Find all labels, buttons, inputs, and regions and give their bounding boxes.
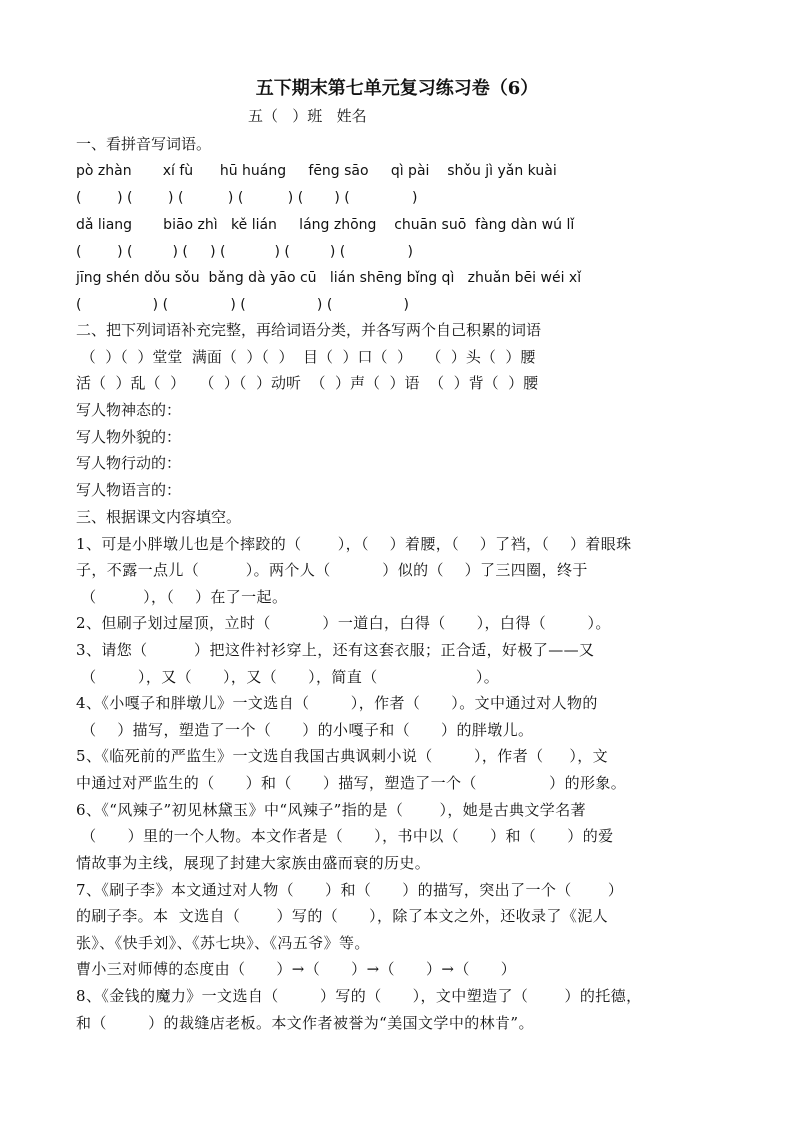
category-action: 写人物行动的：: [76, 454, 182, 472]
q1-line-3: （ ），（ ）在了一起。: [76, 588, 288, 606]
q3-line-2: （ ），又（ ），又（ ），简直（ ）。: [76, 668, 500, 686]
category-speech: 写人物语言的：: [76, 481, 182, 499]
class-name-line: 五（ ）班 姓名: [248, 107, 367, 125]
q4-line-1: 4、《小嘎子和胖墩儿》一文选自（ ），作者（ ）。文中通过对人物的: [76, 694, 598, 712]
category-appearance: 写人物外貌的：: [76, 428, 182, 446]
pinyin-row-1: pò zhàn xí fù hū huáng fēng sāo qì pài shǒu jì yǎn kuài: [76, 163, 557, 179]
q1-line-2: 子，不露一点儿（ ）。两个人（ ）似的（ ）了三四圈，终于: [76, 561, 588, 579]
q6-line-2: （ ）里的一个人物。本文作者是（ ），书中以（ ）和（ ）的爱: [76, 827, 614, 845]
q6-line-1: 6、《“风辣子”初见林黛玉》中“风辣子”指的是（ ），她是古典文学名著: [76, 801, 586, 819]
section3-heading: 三、根据课文内容填空。: [76, 508, 242, 526]
section1-heading: 一、看拼音写词语。: [76, 135, 212, 153]
category-expression: 写人物神态的：: [76, 401, 182, 419]
q8-line-1: 8、《金钱的魔力》一文选自（ ）写的（ ），文中塑造了（ ）的托德，: [76, 987, 642, 1005]
section2-heading: 二、把下列词语补充完整，再给词语分类，并各写两个自己积累的词语: [76, 321, 542, 339]
q7-line-2: 的刷子李。本 文选自（ ）写的（ ），除了本文之外，还收录了《泥人: [76, 907, 609, 925]
q5-line-1: 5、《临死前的严监生》一文选自我国古典讽刺小说（ ），作者（ ），文: [76, 747, 609, 765]
q4-line-2: （ ）描写，塑造了一个（ ）的小嘎子和（ ）的胖墩儿。: [76, 721, 534, 739]
pinyin-row-2: dǎ liang biāo zhì kě lián láng zhōng chuān suō fàng dàn wú lǐ: [76, 217, 575, 233]
idiom-row-1: （ ）（ ）堂堂 满面（ ）（ ） 目（ ）口（ ） （ ）头（ ）腰: [76, 348, 536, 366]
q6-line-3: 情故事为主线，展现了封建大家族由盛而衰的历史。: [76, 854, 431, 872]
q8-line-2: 和（ ）的裁缝店老板。本文作者被誉为“美国文学中的林肯”。: [76, 1014, 534, 1032]
q3-line-1: 3、请您（ ）把这件衬衫穿上，还有这套衣服；正合适，好极了——又: [76, 641, 595, 659]
q2-line-1: 2、但刷子划过屋顶，立时（ ）一道白，白得（ ），白得（ ）。: [76, 614, 611, 632]
q7-line-3: 张》、《快手刘》、《苏七块》、《冯五爷》等。: [76, 934, 370, 952]
page-title: 五下期末第七单元复习练习卷（6）: [255, 78, 539, 99]
q1-line-1: 1、可是小胖墩儿也是个摔跤的（ ），（ ）着腰，（ ）了裆，（ ）着眼珠: [76, 535, 632, 553]
idiom-row-2: 活（ ）乱（ ） （ ）（ ）动听 （ ）声（ ）语 （ ）背（ ）腰: [76, 374, 539, 392]
blank-row-3: ( ) ( ) ( ) ( ): [76, 297, 409, 313]
pinyin-row-3: jīng shén dǒu sǒu bǎng dà yāo cū lián shēng bǐng qì zhuǎn bēi wéi xǐ: [76, 270, 582, 286]
q7-line-4: 曹小三对师傅的态度由（ ）→（ ）→（ ）→（ ）: [76, 960, 517, 978]
blank-row-2: ( ) ( ) ( ) ( ) ( ) ( ): [76, 244, 414, 260]
blank-row-1: ( ) ( ) ( ) ( ) ( ) ( ): [76, 190, 418, 206]
q7-line-1: 7、《刷子李》本文通过对人物（ ）和（ ）的描写，突出了一个（ ）: [76, 881, 624, 899]
q5-line-2: 中通过对严监生的（ ）和（ ）描写，塑造了一个（ ）的形象。: [76, 774, 627, 792]
